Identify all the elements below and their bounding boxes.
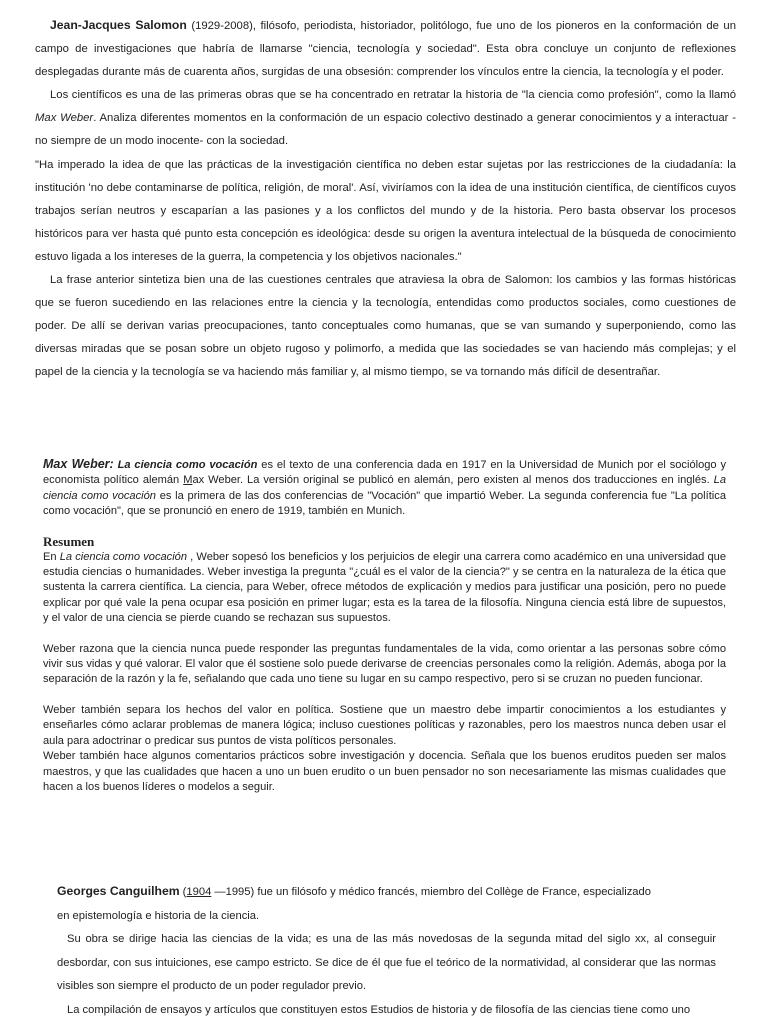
resumen-title: La ciencia como vocación [59, 550, 188, 563]
weber-p1-text-a: es el texto de una conferencia dada en 1917 en la Universidad de Munich por el sociólogo y economista político alemán [43, 459, 726, 487]
resumen-p1-text-b: , Weber sopesó los beneficios y los perjuicios de elegir una carrera como académico en una universidad que estudia ciencias o humanidades. Weber investiga la pregunta "¿cuál es el valor de la ciencia?" y se centra en la naturaleza de la ética que sustenta la carrera científica. La ciencia, para Weber, ofrece métodos de explicación y medios para justificar una posición, pero no puede explicar por qué vale la pena ocupar esa posición en primer lugar; esta es la tarea de la filosofía. Ninguna ciencia está libre de supuestos, y el valor de una ciencia se pierde cuando se rechazan sus supuestos. [43, 550, 726, 625]
resumen-paragraph-1 [0, 550, 768, 627]
salomon-quote: "Ha imperado la idea de que las prácticas de la investigación científica no deben estar sujetas por las restricciones de la ciudadanía: la institución 'no debe contaminarse de política, religión, de moral'. Así, viviríamos con la idea de una institución científica, de científicos cuyos trabajos serían neutros y escaparían a las pasiones y a los conflictos del mundo y de la historia. Pero basta observar los procesos históricos para ver hasta qué punto esta concepción es ideológica: desde su origen la aventura intelectual de la búsqueda de conocimiento estuvo ligada a los intereses de la guerra, la competencia y los objetivos nacionales." [35, 158, 736, 263]
salomon-p2-text-b: . Analiza diferentes momentos en la conformación de un espacio colectivo destinado a generar conocimientos y a interactuar -no siempre de un modo inocente- con la sociedad. [35, 112, 736, 148]
resumen-p1-text-a: En [43, 550, 60, 563]
resumen-heading: Resumen [43, 533, 95, 549]
canguilhem-paren: ( [179, 886, 187, 898]
paragraph-gap [0, 688, 768, 703]
canguilhem-intro-line [0, 880, 768, 905]
weber-link-m[interactable]: M [183, 474, 193, 487]
weber-p1-text-c: es la primera de las dos conferencias de "Vocación" que impartió Weber. La segunda conferencia fue "La política como vocación", que se pronunció en enero de 1919, también en Munich. [43, 489, 726, 518]
weber-section [0, 457, 768, 795]
salomon-p2-text-a: Los científicos es una de las primeras obras que se ha concentrado en retratar la historia de "la ciencia como profesión", como la llamó [50, 89, 736, 102]
canguilhem-paragraph-3: La compilación de ensayos y artículos que constituyen estos Estudios de historia y de filosofía de las ciencias tiene como uno [67, 1003, 691, 1016]
resumen-paragraph-3: Weber también separa los hechos del valor en política. Sostiene que un maestro debe impartir conocimientos a los estudiantes y enseñarles cómo aclarar problemas de manera lógica; incluso cuestiones políticas y razonables, pero los maestros nunca deben usar el aula para adoctrinar o predicar sus puntos de vista políticos personales. [43, 703, 726, 747]
salomon-intro-text: (1929-2008), filósofo, periodista, historiador, politólogo, fue uno de los pioneros en la conformación de un campo de investigaciones que habría de llamarse "ciencia, tecnología y sociedad". Esta obra concluye un conjunto de reflexiones desplegadas durante más de cuarenta años, surgidas de una obsesión: comprender los vínculos entre la ciencia, la tecnología y el poder. [35, 20, 736, 79]
resumen-paragraph-4: Weber también hace algunos comentarios prácticos sobre investigación y docencia. Señala que los buenos eruditos pueden ser malos maestros, y que las cualidades que hacen a uno un buen erudito o un buen pensador no son necesariamente las mismas cualidades que hacen a los buenos líderes o modelos a seguir. [43, 750, 726, 793]
salomon-name: Jean-Jacques Salomon [50, 18, 187, 32]
weber-p1-text-b: ax Weber. La versión original se publicó en alemán, pero existen al menos dos traducciones en inglés. [192, 474, 714, 487]
salomon-paragraph-4: La frase anterior sintetiza bien una de las cuestiones centrales que atraviesa la obra de Salomon: los cambios y las formas históricas que se fueron sucediendo en las relaciones entre la ciencia y la tecnología, entendidas como productos sociales, como cuestiones de poder. De allí se derivan varias preocupaciones, tanto conceptuales como humanas, que se van sumando y superponiendo, como las diversas miradas que se posan sobre un objeto rugoso y polimorfo, a medida que las sociedades se van haciendo más complejas; y el papel de la ciencia y la tecnología se va haciendo más familiar y, al mismo tiempo, se va tornando más difícil de desentrañar. [35, 274, 736, 379]
canguilhem-section [0, 880, 768, 1022]
resumen-paragraph-2: Weber razona que la ciencia nunca puede responder las preguntas fundamentales de la vida, como orientar a las personas sobre cómo vivir sus vidas y qué valorar. El valor que él sostiene solo puede derivarse de creencias personales como la religión. Además, aboga por la separación de la razón y la fe, señalando que cada uno tiene su lugar en su campo respectivo, pero si se cruzan no pueden funcionar. [43, 642, 726, 686]
salomon-section [0, 14, 768, 385]
canguilhem-paragraph-2: Su obra se dirige hacia las ciencias de la vida; es una de las más novedosas de la segunda mitad del siglo xx, al conseguir desbordar, con sus intuiciones, ese campo estricto. Se dice de él que fue el teórico de la normatividad, al considerar que las normas visibles son siempre el producto de un poder regulador previo. [57, 933, 716, 992]
paragraph-gap [0, 627, 768, 642]
weber-name: Max Weber: [43, 457, 114, 471]
canguilhem-name: Georges Canguilhem [57, 884, 180, 898]
year-link[interactable]: 1904 [186, 886, 212, 898]
salomon-paragraph-2 [0, 84, 768, 153]
canguilhem-intro-line-2: en epistemología e historia de la ciencia. [57, 909, 260, 922]
salomon-intro-paragraph [0, 14, 768, 84]
weber-title: La ciencia como vocación [117, 459, 258, 471]
weber-intro-paragraph [0, 457, 768, 520]
weber-reference: Max Weber [35, 112, 94, 125]
canguilhem-intro-text-a: —1995) fue un filósofo y médico francés, miembro del Collège de France, especializado [211, 886, 651, 898]
weber-title-2: La ciencia como vocación [43, 474, 726, 502]
